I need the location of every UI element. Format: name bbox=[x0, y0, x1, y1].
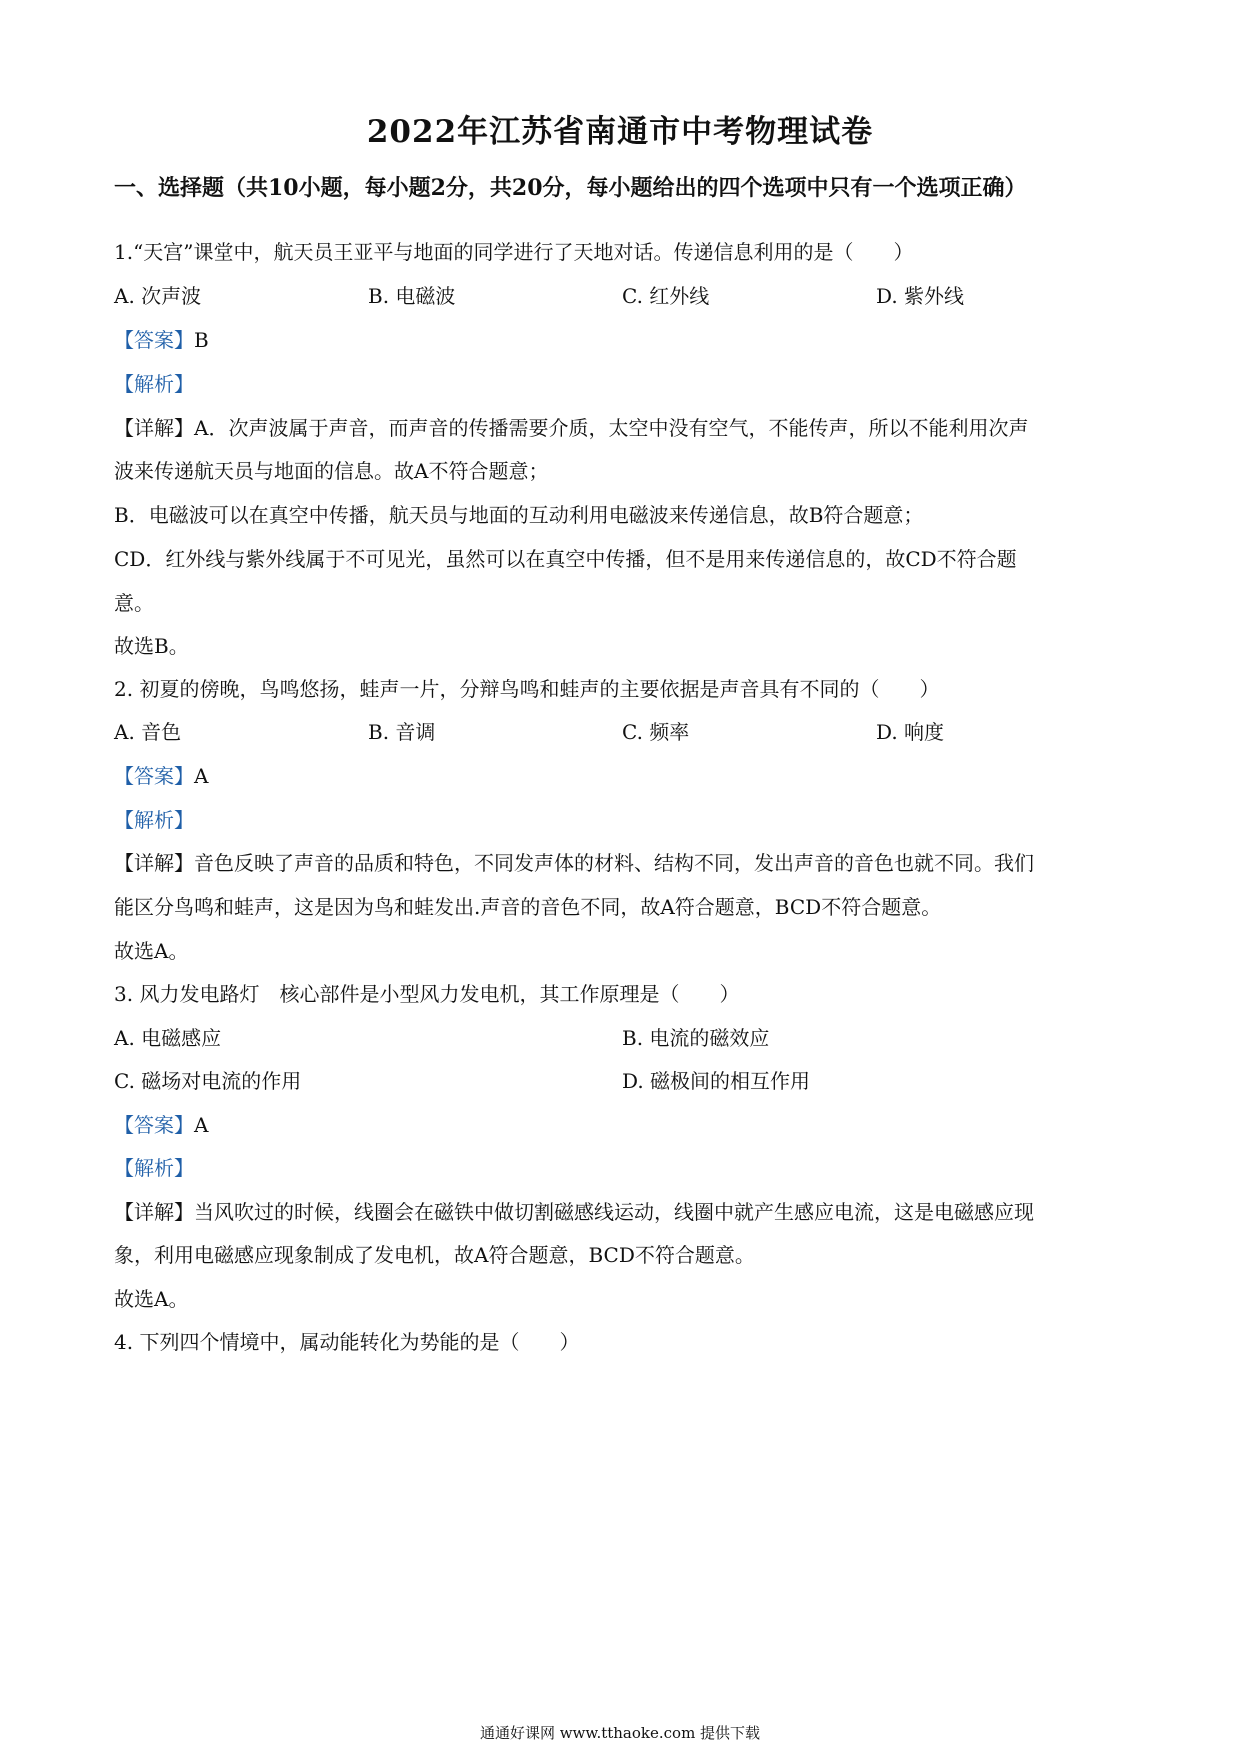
q3-option-a: A. 电磁感应 bbox=[114, 1026, 222, 1050]
q2-answer bbox=[114, 761, 208, 791]
question-4-stem: 4. 下列四个情境中，属动能转化为势能的是（ ） bbox=[114, 1330, 580, 1354]
q1-option-b: B. 电磁波 bbox=[368, 284, 456, 308]
q2-detail-line: 能区分鸟鸣和蛙声，这是因为鸟和蛙发出.声音的音色不同，故A符合题意，BCD不符合题意。 bbox=[114, 895, 942, 919]
q1-detail-line: 波来传递航天员与地面的信息。故A不符合题意； bbox=[114, 459, 549, 483]
question-2-stem: 2. 初夏的傍晚，鸟鸣悠扬，蛙声一片，分辩鸟鸣和蛙声的主要依据是声音具有不同的（ ） bbox=[114, 677, 940, 701]
q3-detail-line: 象，利用电磁感应现象制成了发电机，故A符合题意，BCD不符合题意。 bbox=[114, 1243, 755, 1267]
q2-option-d: D. 响度 bbox=[876, 720, 945, 744]
q2-detail-line bbox=[114, 848, 1034, 878]
answer-tag: 【答案】 bbox=[114, 764, 194, 788]
page-footer: 通通好课网 www.tthaoke.com 提供下载 bbox=[479, 1724, 761, 1742]
q1-detail-line: 意。 bbox=[114, 591, 154, 615]
question-3-stem: 3. 风力发电路灯 核心部件是小型风力发电机，其工作原理是（ ） bbox=[114, 982, 740, 1006]
detail-text: A．次声波属于声音，而声音的传播需要介质，太空中没有空气，不能传声，所以不能利用次声 bbox=[194, 416, 1029, 440]
q1-option-a: A. 次声波 bbox=[114, 284, 202, 308]
q1-detail-line: B．电磁波可以在真空中传播，航天员与地面的互动利用电磁波来传递信息，故B符合题意； bbox=[114, 503, 924, 527]
question-1-stem: 1.“天宫”课堂中，航天员王亚平与地面的同学进行了天地对话。传递信息利用的是（ ） bbox=[114, 240, 914, 264]
answer-tag: 【答案】 bbox=[114, 1113, 194, 1137]
q1-option-d: D. 紫外线 bbox=[876, 284, 965, 308]
q3-answer bbox=[114, 1110, 208, 1140]
answer-tag: 【答案】 bbox=[114, 328, 194, 352]
q2-analysis-tag: 【解析】 bbox=[114, 808, 194, 832]
answer-value: A bbox=[194, 1113, 209, 1137]
detail-tag: 【详解】 bbox=[114, 1200, 194, 1224]
detail-tag: 【详解】 bbox=[114, 416, 194, 440]
q3-option-c: C. 磁场对电流的作用 bbox=[114, 1069, 302, 1093]
q2-option-a: A. 音色 bbox=[114, 720, 182, 744]
q3-detail-line bbox=[114, 1197, 1034, 1227]
q2-option-b: B. 音调 bbox=[368, 720, 436, 744]
page-title: 2022年江苏省南通市中考物理试卷 bbox=[366, 114, 874, 150]
q3-option-d: D. 磁极间的相互作用 bbox=[622, 1069, 811, 1093]
answer-value: A bbox=[194, 764, 209, 788]
q1-detail-line: CD．红外线与紫外线属于不可见光，虽然可以在真空中传播，但不是用来传递信息的，故CD不符合题 bbox=[114, 547, 1017, 571]
q1-detail-line bbox=[114, 413, 1028, 443]
detail-text: 当风吹过的时候，线圈会在磁铁中做切割磁感线运动，线圈中就产生感应电流，这是电磁感应现 bbox=[194, 1200, 1034, 1224]
q1-answer bbox=[114, 325, 209, 355]
q1-option-c: C. 红外线 bbox=[622, 284, 710, 308]
section-heading: 一、选择题（共10小题，每小题2分，共20分，每小题给出的四个选项中只有一个选项正确） bbox=[114, 175, 1027, 201]
q1-conclusion: 故选B。 bbox=[114, 634, 189, 658]
q2-conclusion: 故选A。 bbox=[114, 939, 189, 963]
q2-option-c: C. 频率 bbox=[622, 720, 690, 744]
q1-analysis-tag: 【解析】 bbox=[114, 372, 194, 396]
q3-analysis-tag: 【解析】 bbox=[114, 1156, 194, 1180]
detail-text: 音色反映了声音的品质和特色，不同发声体的材料、结构不同，发出声音的音色也就不同。我们 bbox=[194, 851, 1034, 875]
q3-conclusion: 故选A。 bbox=[114, 1287, 189, 1311]
q3-option-b: B. 电流的磁效应 bbox=[622, 1026, 770, 1050]
detail-tag: 【详解】 bbox=[114, 851, 194, 875]
answer-value: B bbox=[194, 328, 209, 352]
